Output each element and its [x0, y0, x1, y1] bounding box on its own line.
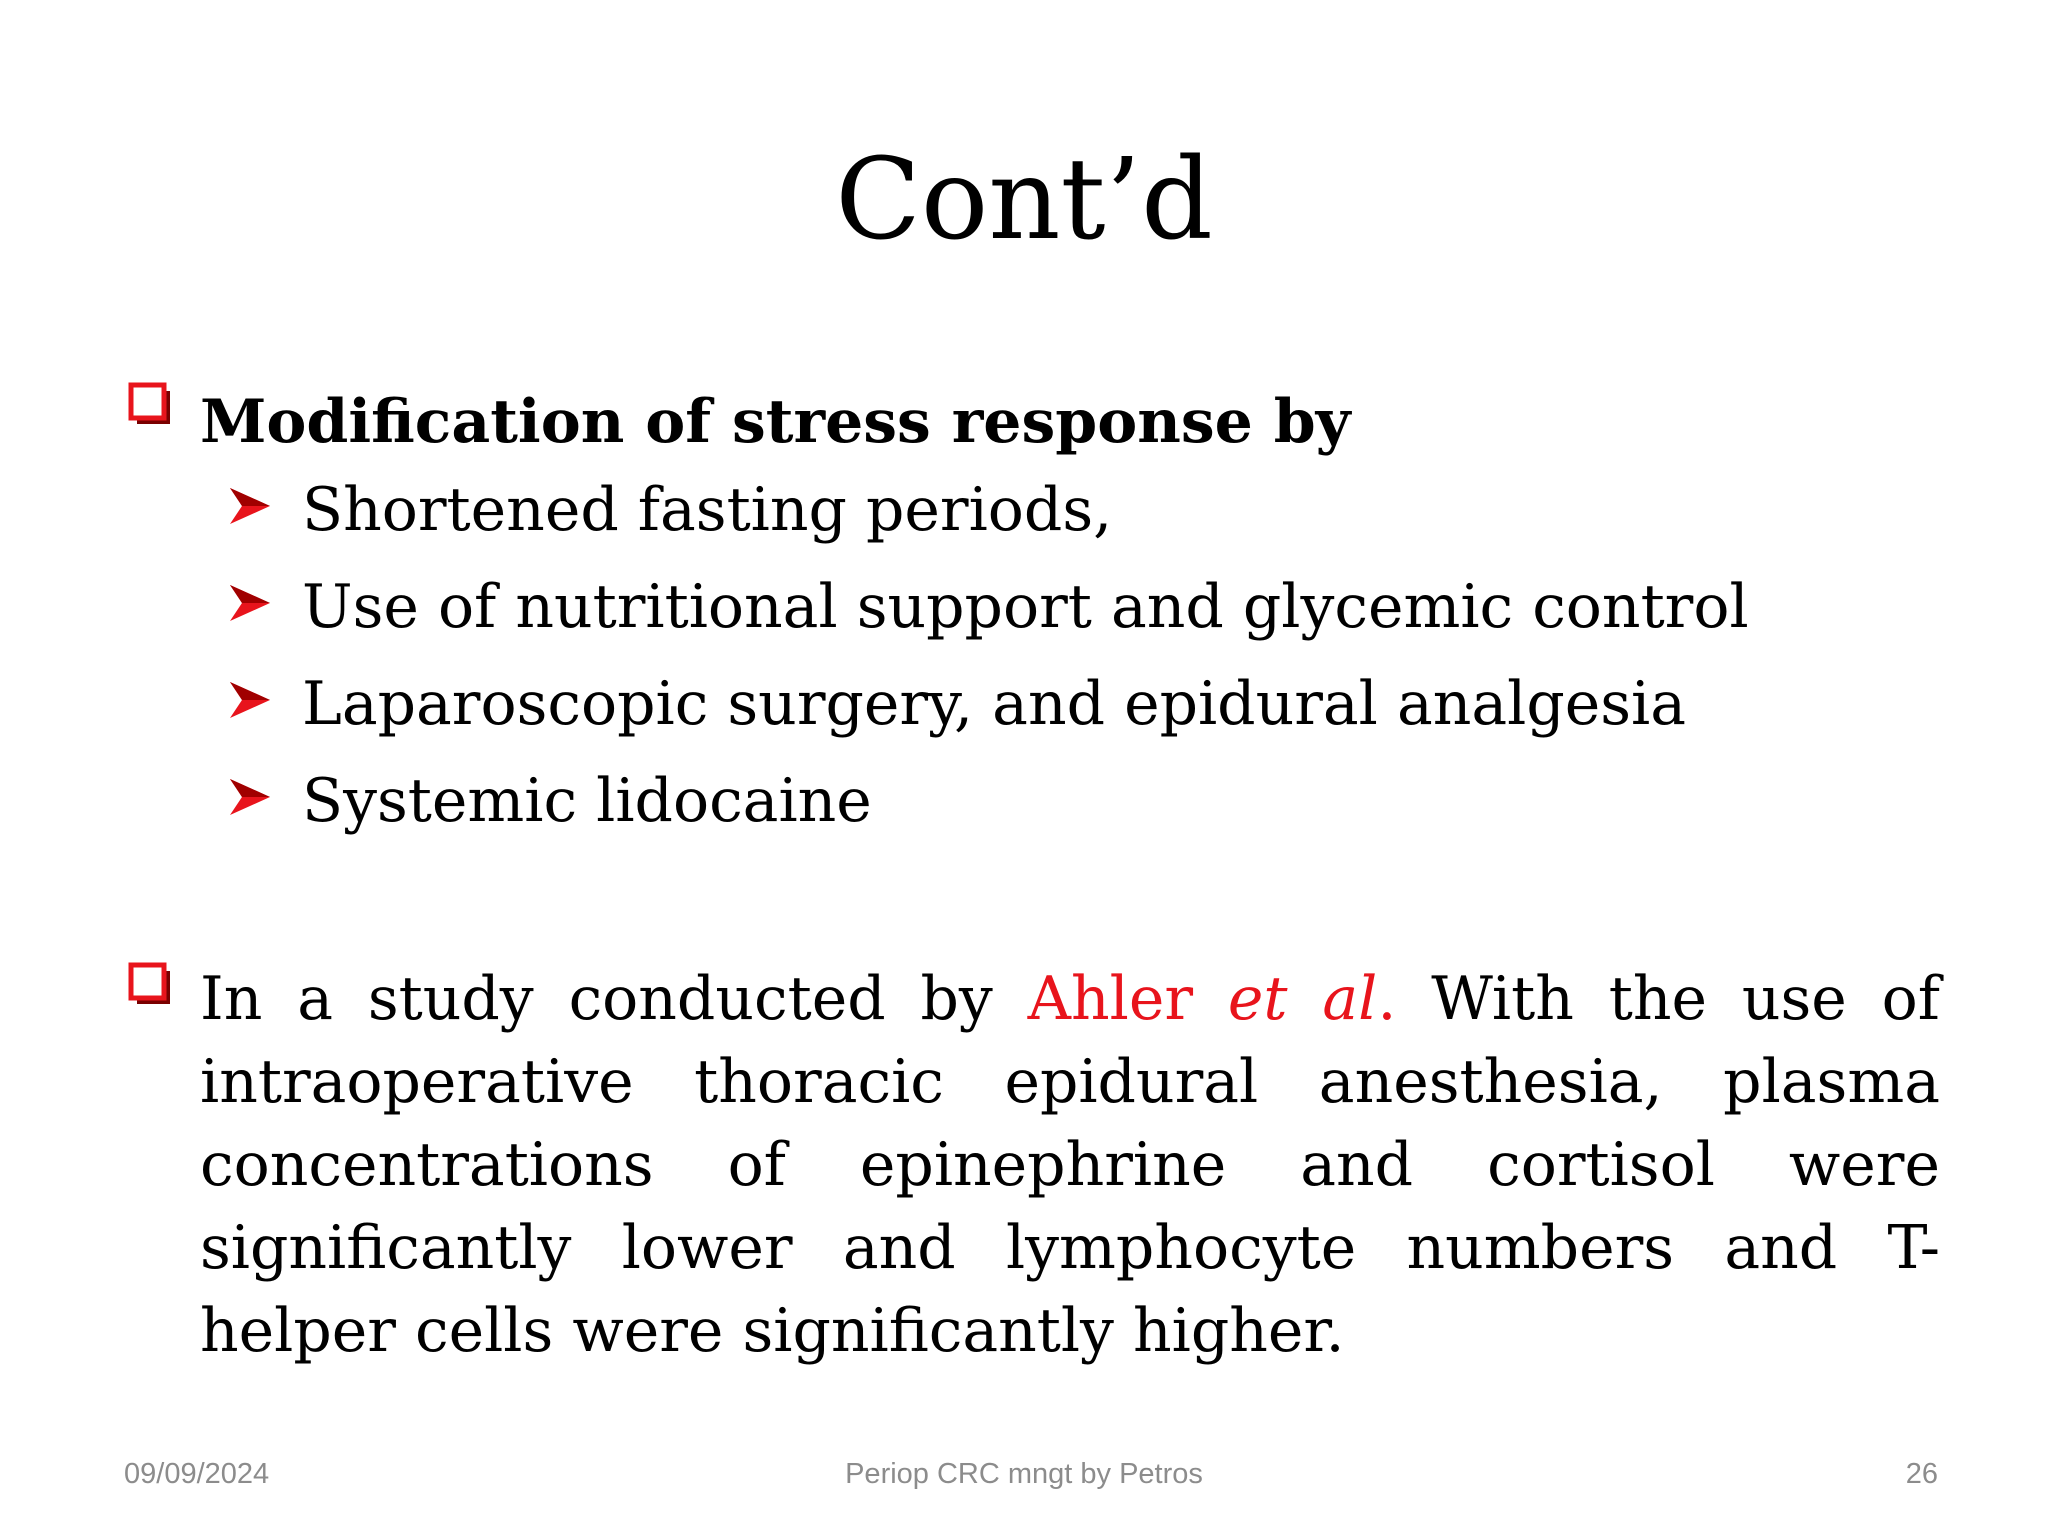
slide-number: 26 [1905, 1458, 1938, 1490]
arrow-bullet-icon [228, 678, 272, 722]
footer-title: Periop CRC mngt by Petros [845, 1458, 1203, 1490]
bullet-heading: Modification of stress response by [200, 387, 1351, 457]
list-item [228, 664, 1749, 761]
list-item-text: Use of nutritional support and glycemic control [302, 572, 1749, 642]
study-paragraph [200, 958, 1940, 1373]
study-etal-dot: . [1377, 964, 1397, 1034]
footer-date: 09/09/2024 [124, 1458, 270, 1490]
study-prefix: In a study conducted by [200, 964, 1028, 1034]
checkbox-bullet-icon [128, 382, 172, 426]
arrow-bullet-icon [228, 581, 272, 625]
list-item [228, 567, 1749, 664]
study-etal: et al [1227, 964, 1378, 1034]
arrow-bullet-icon [228, 775, 272, 819]
sub-bullet-list [228, 470, 1749, 858]
list-item-text: Shortened fasting periods, [302, 475, 1113, 545]
list-item-text: Systemic lidocaine [302, 766, 872, 836]
arrow-bullet-icon [228, 484, 272, 528]
list-item [228, 761, 1749, 858]
list-item [228, 470, 1749, 567]
list-item-text: Laparoscopic surgery, and epidural analgesia [302, 669, 1686, 739]
study-body: With the use of intraoperative thoracic epidural anesthesia, plasma concentrations of epinephrine and cortisol were significantly lower and lymphocyte numbers and T-helper cells were significantly higher. [200, 964, 1941, 1366]
slide-title: Cont’d [835, 135, 1213, 265]
study-author: Ahler [1027, 964, 1228, 1034]
checkbox-bullet-icon [128, 962, 172, 1006]
